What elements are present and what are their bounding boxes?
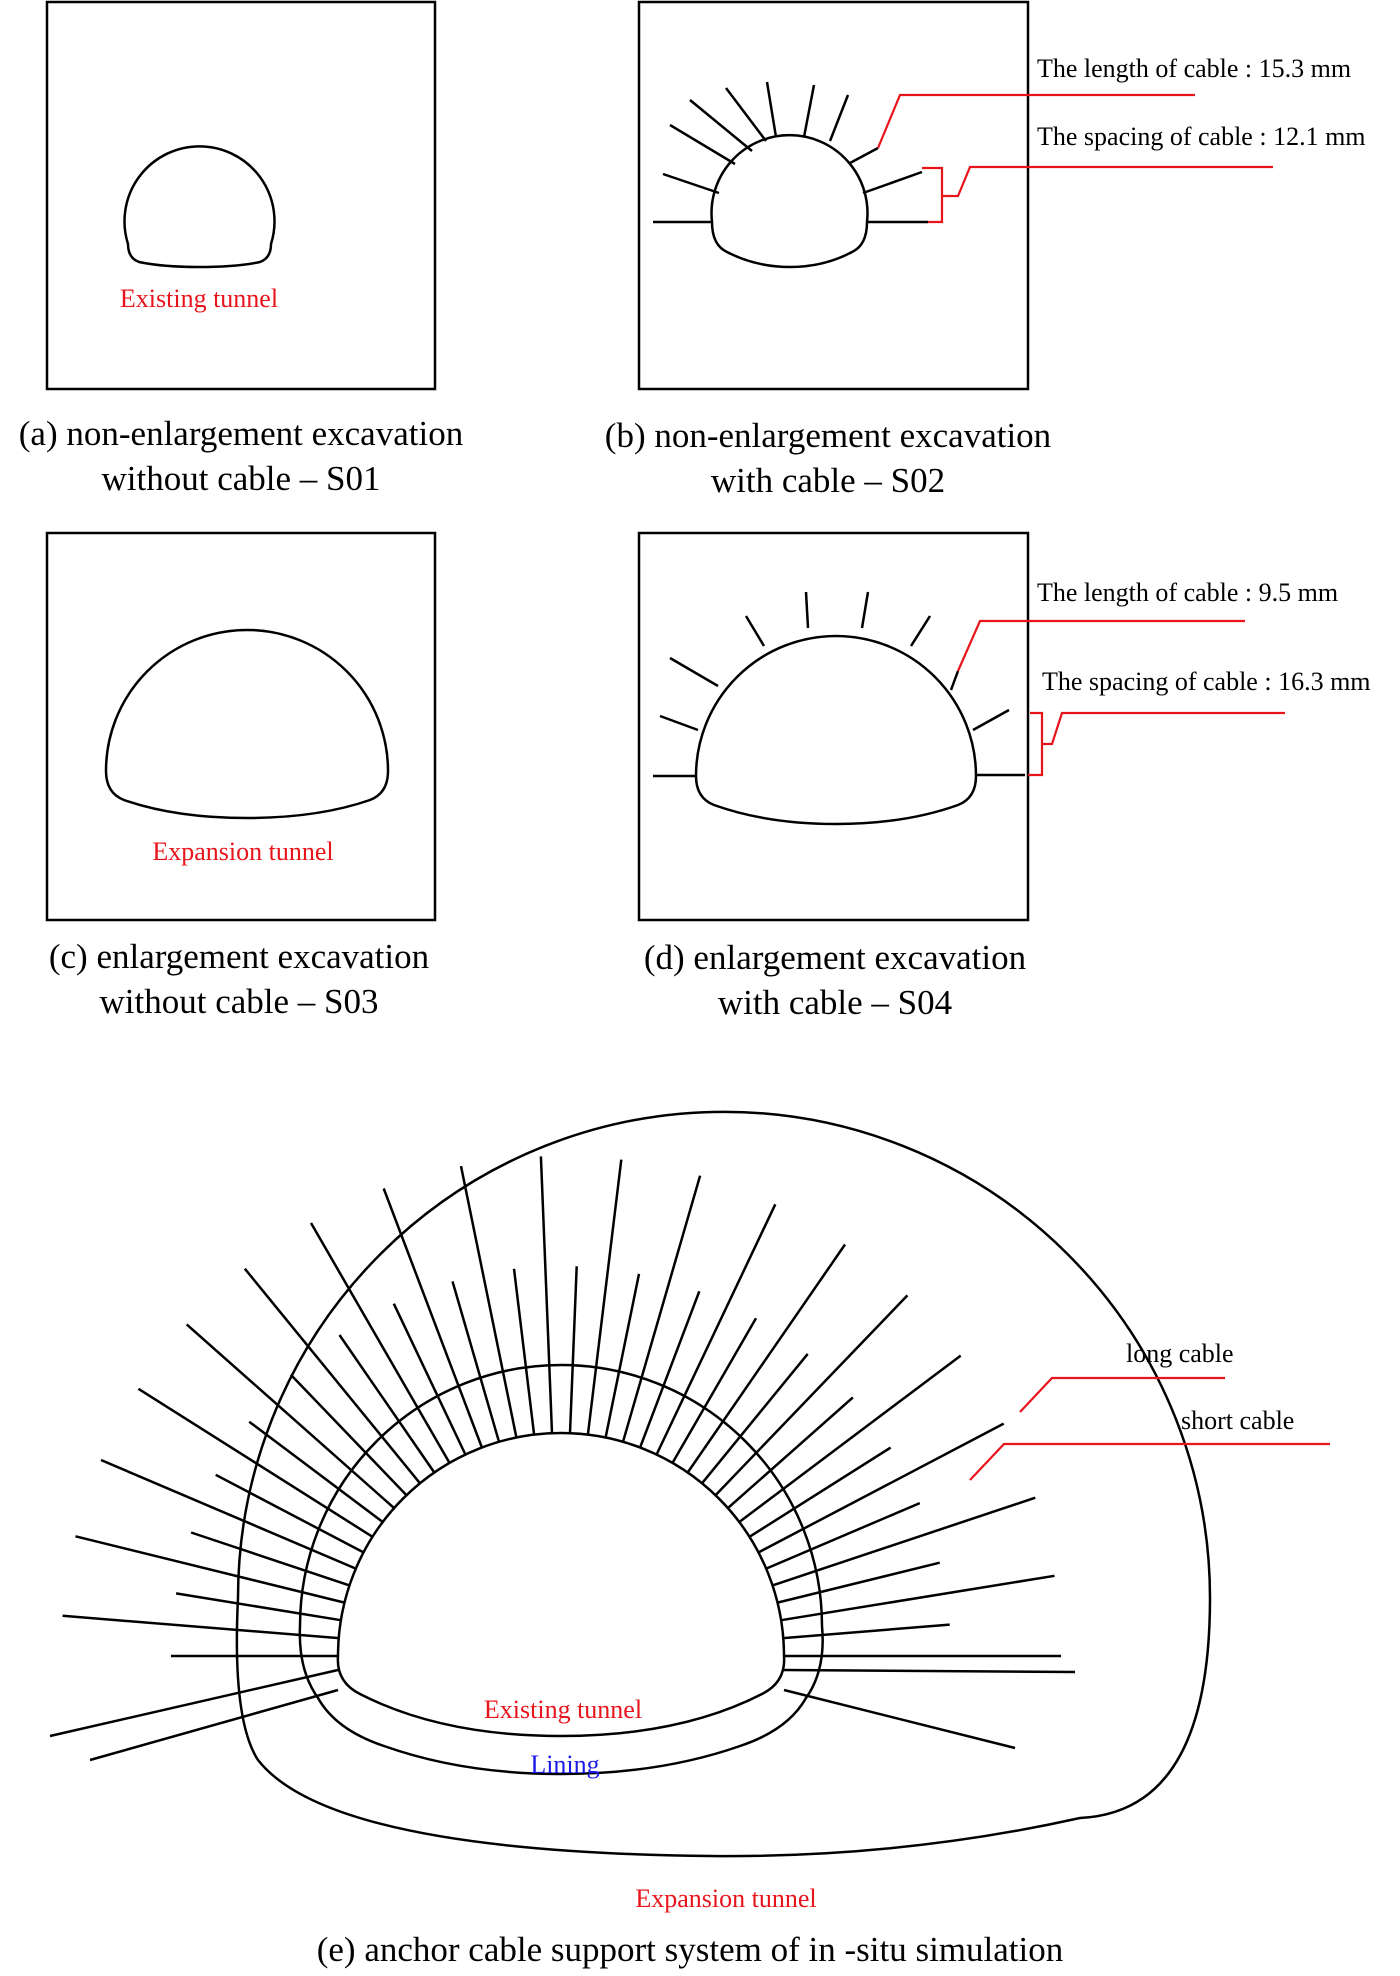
- panel-e-cable-10: [728, 1397, 853, 1508]
- panel-e-cable-23: [461, 1166, 516, 1437]
- panel-e-cable-31: [187, 1324, 394, 1508]
- panel-e-cable-27: [311, 1223, 450, 1463]
- panel-e-expansion-tunnel-label: Expansion tunnel: [635, 1884, 817, 1913]
- panel-e-cable-18: [606, 1274, 639, 1438]
- panel-e-cable-3: [781, 1576, 1054, 1620]
- panel-d-length-leader: [958, 621, 1245, 671]
- panel-a: [19, 2, 463, 498]
- panel-c-caption-line1: (c) enlargement excavation: [48, 937, 430, 976]
- panel-d-cable-6: [862, 592, 868, 628]
- panel-e-cable-7: [759, 1424, 1004, 1553]
- panel-a-caption-line1: (a) non-enlargement excavation: [18, 414, 464, 453]
- panel-d-frame: [639, 533, 1028, 920]
- panel-e-cable-20: [570, 1266, 577, 1433]
- panel-e-cable-25: [384, 1189, 482, 1448]
- panel-e-cable-43: [784, 1670, 1075, 1672]
- panel-c-caption-line2: without cable – S03: [99, 982, 379, 1021]
- panel-b-cable-7: [804, 85, 814, 137]
- panel-a-existing-tunnel-outline: [125, 146, 275, 267]
- panel-b-caption-line2: with cable – S02: [710, 461, 946, 500]
- panel-d: [639, 533, 1371, 1022]
- panel-b-spacing-bracket: [922, 167, 1273, 222]
- panel-e-existing-tunnel-outline: [338, 1433, 784, 1736]
- panel-e-lining-label: Lining: [530, 1750, 600, 1779]
- panel-b-cable-6: [767, 82, 776, 137]
- panel-e-cable-21: [541, 1156, 552, 1433]
- panel-d-cable-9: [973, 710, 1009, 730]
- panel-e-short-cable-label: short cable: [1181, 1406, 1295, 1435]
- panel-a-caption-line2: without cable – S01: [101, 459, 381, 498]
- panel-e-cable-19: [588, 1160, 621, 1435]
- panel-e-short-cable-leader: [970, 1444, 1330, 1480]
- panel-e: [50, 1112, 1330, 1969]
- panel-e-existing-tunnel-label: Existing tunnel: [483, 1695, 643, 1724]
- panel-c-expansion-tunnel-label: Expansion tunnel: [152, 837, 334, 866]
- panel-e-cable-17: [623, 1176, 700, 1442]
- panel-d-cable-7: [911, 616, 930, 646]
- panel-b-frame: [639, 2, 1028, 389]
- panel-e-cable-24: [453, 1281, 500, 1441]
- panel-b-caption-line1: (b) non-enlargement excavation: [604, 416, 1052, 455]
- panel-a-frame: [47, 2, 435, 389]
- panel-e-cable-38: [176, 1593, 341, 1620]
- panel-d-cable-3: [670, 658, 718, 686]
- panel-d-expansion-tunnel-outline: [696, 636, 976, 824]
- panel-e-cable-29: [245, 1269, 420, 1484]
- panel-e-long-cable-label: long cable: [1126, 1339, 1234, 1368]
- panel-e-cable-44: [784, 1690, 1015, 1748]
- panel-d-spacing-note: The spacing of cable : 16.3 mm: [1042, 667, 1371, 696]
- panel-e-cable-4: [778, 1563, 940, 1603]
- panel-d-caption-line1: (d) enlargement excavation: [643, 938, 1027, 977]
- panel-e-caption: (e) anchor cable support system of in -situ simulation: [316, 1930, 1064, 1969]
- panel-e-cable-11: [716, 1295, 908, 1495]
- panel-b: [605, 2, 1366, 500]
- panel-d-cable-4: [746, 616, 764, 646]
- panel-e-cable-2: [783, 1625, 949, 1639]
- panel-b-existing-tunnel-outline: [712, 135, 868, 267]
- panel-b-cable-10: [863, 172, 922, 193]
- panel-e-cable-33: [138, 1389, 372, 1537]
- panel-b-spacing-note: The spacing of cable : 12.1 mm: [1037, 122, 1366, 151]
- panel-b-cable-3: [670, 125, 735, 164]
- panel-d-caption-line2: with cable – S04: [717, 983, 953, 1022]
- panel-e-cable-13: [688, 1245, 845, 1473]
- panel-c: [47, 533, 435, 1021]
- panel-d-cable-5: [806, 592, 808, 628]
- panel-e-cable-42: [90, 1690, 338, 1760]
- panel-d-spacing-bracket: [1028, 713, 1285, 775]
- panel-b-cables: [653, 82, 928, 222]
- panel-b-cable-9: [850, 148, 878, 163]
- panel-e-cable-22: [514, 1269, 534, 1435]
- panel-b-cable-2: [663, 174, 719, 193]
- panel-e-cable-9: [739, 1356, 960, 1522]
- panel-d-length-note: The length of cable : 9.5 mm: [1037, 578, 1339, 607]
- panel-d-cable-2: [660, 716, 698, 730]
- panel-d-cable-8: [951, 671, 958, 690]
- panel-e-cable-39: [63, 1616, 339, 1638]
- panel-e-cable-30: [291, 1375, 407, 1496]
- panel-b-length-note: The length of cable : 15.3 mm: [1037, 54, 1352, 83]
- panel-e-cable-36: [191, 1533, 349, 1586]
- panel-a-existing-tunnel-label: Existing tunnel: [119, 284, 279, 313]
- panel-b-cable-8: [830, 95, 848, 141]
- panel-c-expansion-tunnel-outline: [106, 630, 388, 818]
- panel-d-cables: [653, 592, 1025, 776]
- panel-e-cables: [50, 1156, 1075, 1760]
